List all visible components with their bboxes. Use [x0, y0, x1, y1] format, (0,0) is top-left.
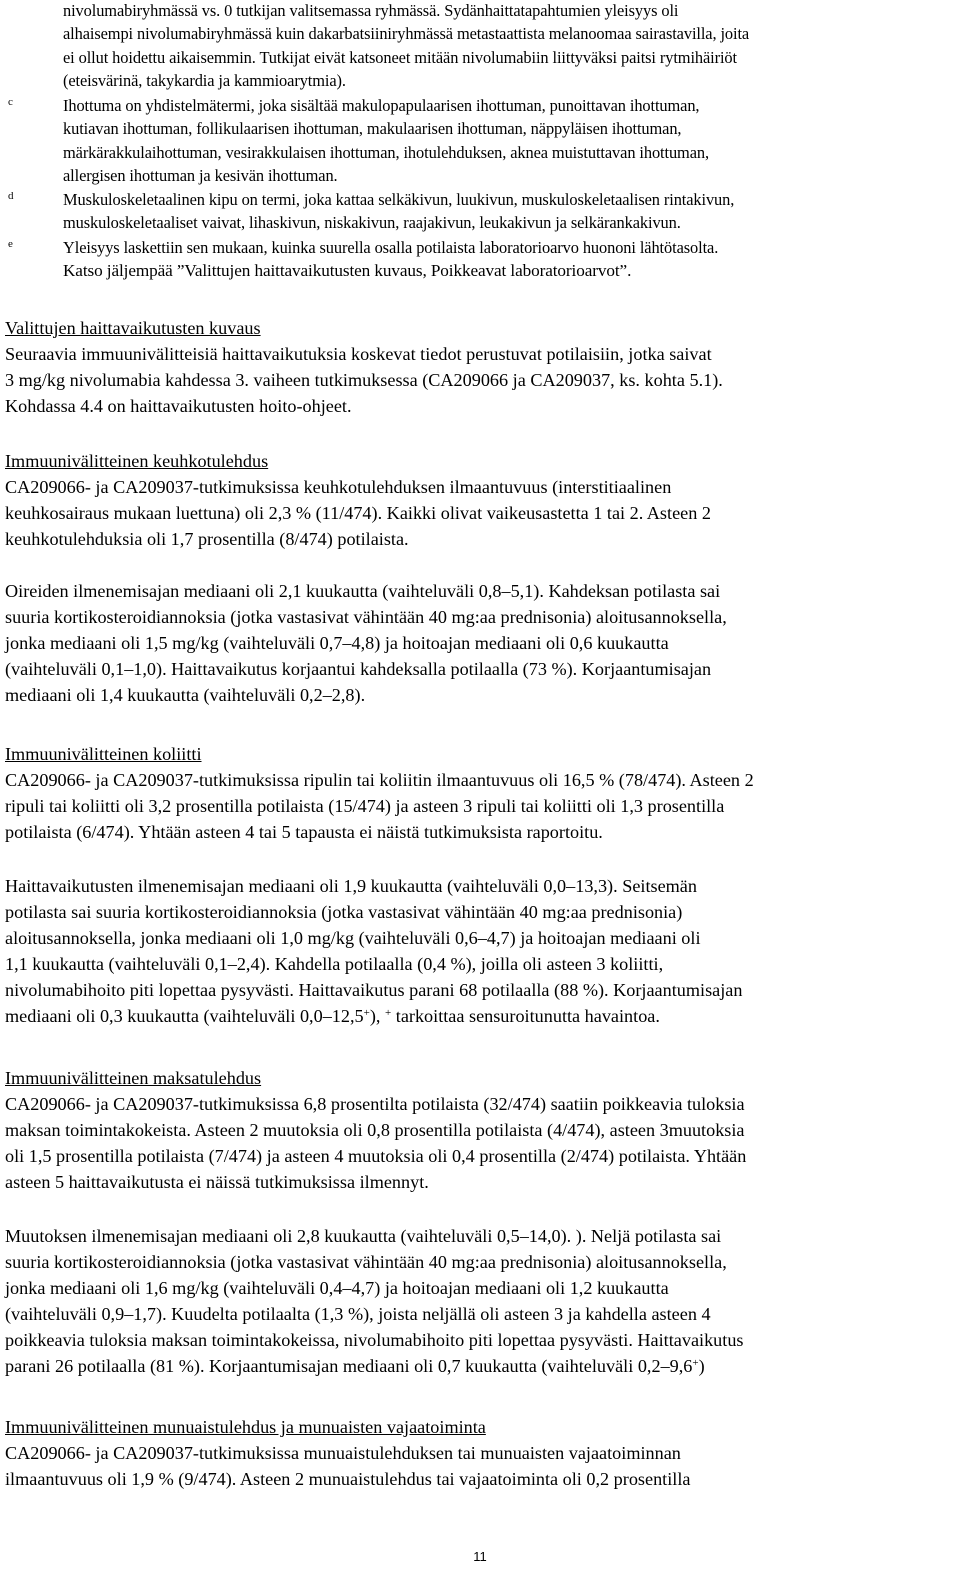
text-line: suuria kortikosteroidiannoksia (jotka vastasivat vähintään 40 mg:aa prednisonia) aloitusannoksella,	[5, 1252, 727, 1272]
text-line: alhaisempi nivolumabiryhmässä kuin dakarbatsiiniryhmässä metastaattista melanoomaa sairastavilla, joita	[63, 24, 750, 44]
text-line: Oireiden ilmenemisajan mediaani oli 2,1 kuukautta (vaihteluväli 0,8–5,1). Kahdeksan potilasta sai	[5, 581, 721, 601]
text-line: Yleisyys laskettiin sen mukaan, kuinka suurella osalla potilaista laboratorioarvo huononi lähtötasolta.	[63, 238, 719, 257]
text-line: suuria kortikosteroidiannoksia (jotka vastasivat vähintään 40 mg:aa prednisonia) aloitusannoksella,	[5, 607, 727, 627]
censored-marker: +	[692, 1357, 699, 1369]
text-line: nivolumabihoito piti lopettaa pysyvästi. Haittavaikutus parani 68 potilaalla (88 %). Korjaantumisajan	[5, 980, 743, 1000]
footnote-d	[63, 188, 953, 235]
text-line: kutiavan ihottuman, follikulaarisen ihottuman, makulaarisen ihottuman, näppyläisen ihottuman,	[63, 119, 682, 139]
text-line: 1,1 kuukautta (vaihteluväli 0,1–2,4). Kahdella potilaalla (0,4 %), joilla oli asteen 3 koliitti,	[5, 954, 664, 974]
cross-reference-note: Katso jäljempää ”Valittujen haittavaikutusten kuvaus, Poikkeavat laboratorioarvot”.	[63, 261, 632, 281]
text-line: potilasta sai suuria kortikosteroidiannoksia (jotka vastasivat vähintään 40 mg:aa prednisonia)	[5, 902, 683, 922]
text-fragment: parani 26 potilaalla (81 %). Korjaantumisajan mediaani oli 0,7 kuukautta (vaihteluväli 0,2–9,6	[5, 1356, 693, 1376]
text-line: nivolumabiryhmässä vs. 0 tutkijan valitsemassa ryhmässä. Sydänhaittatapahtumien yleisyys oli	[63, 1, 679, 20]
censored-marker: +	[385, 1007, 392, 1019]
section-nephritis	[5, 1414, 955, 1492]
page-number: 11	[473, 1549, 487, 1564]
section-heading: Immuunivälitteinen keuhkotulehdus	[5, 451, 269, 471]
text-line: (vaihteluväli 0,1–1,0). Haittavaikutus korjaantui kahdeksalla potilaalla (73 %). Korjaantumisajan	[5, 659, 712, 679]
text-line: poikkeavia tuloksia maksan toimintakokeissa, nivolumabihoito piti lopettaa pysyvästi. Haittavaikutus	[5, 1330, 744, 1350]
text-line: CA209066- ja CA209037-tutkimuksissa ripulin tai koliitin ilmaantuvuus oli 16,5 % (78/474). Asteen 2	[5, 770, 754, 790]
text-line: aloitusannoksella, jonka mediaani oli 1,0 mg/kg (vaihteluväli 0,6–4,7) ja hoitoajan mediaani oli	[5, 928, 701, 948]
text-line: märkärakkulaihottuman, vesirakkulaisen ihottuman, ihotulehduksen, aknea muistuttavan ihottuman,	[63, 142, 709, 162]
footnote-marker-c: c	[8, 96, 13, 108]
text-line: CA209066- ja CA209037-tutkimuksissa keuhkotulehduksen ilmaantuvuus (interstitiaalinen	[5, 477, 672, 497]
text-line: ripuli tai koliitti oli 3,2 prosentilla potilaista (15/474) ja asteen 3 ripuli tai koliitti oli 1,3 prosentilla	[5, 796, 725, 816]
text-line: (vaihteluväli 0,9–1,7). Kuudelta potilaalta (1,3 %), joista neljällä oli asteen 3 ja kahdella asteen 4	[5, 1304, 711, 1324]
paragraph-hepatitis-onset	[5, 1223, 955, 1379]
section-hepatitis	[5, 1065, 955, 1195]
footnote-continuation	[63, 0, 953, 93]
censored-marker: +	[363, 1007, 370, 1019]
text-line: jonka mediaani oli 1,5 mg/kg (vaihteluväli 0,7–4,8) ja hoitoajan mediaani oli 0,6 kuukautta	[5, 633, 669, 653]
text-line: 3 mg/kg nivolumabia kahdessa 3. vaiheen tutkimuksessa (CA209066 ja CA209037, ks. kohta 5.1).	[5, 370, 723, 390]
text-line: potilaista (6/474). Yhtään asteen 4 tai 5 tapausta ei näistä tutkimuksista raportoitu.	[5, 822, 603, 842]
footnote-e	[63, 236, 953, 283]
text-line: Haittavaikutusten ilmenemisajan mediaani oli 1,9 kuukautta (vaihteluväli 0,0–13,3). Seitsemän	[5, 876, 697, 896]
section-heading: Immuunivälitteinen koliitti	[5, 744, 202, 764]
text-line: maksan toimintakokeista. Asteen 2 muutoksia oli 0,8 prosentilla potilaista (4/474), asteen 3muutoksia	[5, 1120, 745, 1140]
section-colitis	[5, 741, 955, 845]
text-line: ei ollut hoidettu aikaisemmin. Tutkijat eivät katsoneet mitään nivolumabiin liittyväksi paitsi rytmihäiriöt	[63, 47, 737, 67]
text-fragment: ),	[369, 1006, 385, 1026]
section-heading: Immuunivälitteinen munuaistulehdus ja munuaisten vajaatoiminta	[5, 1417, 486, 1437]
text-line: Seuraavia immuunivälitteisiä haittavaikutuksia koskevat tiedot perustuvat potilaisiin, jotka saivat	[5, 344, 712, 364]
section-heading: Immuunivälitteinen maksatulehdus	[5, 1068, 262, 1088]
footnote-marker-e: e	[8, 238, 13, 250]
text-line: CA209066- ja CA209037-tutkimuksissa 6,8 prosentilta potilaista (32/474) saatiin poikkeavia tuloksia	[5, 1094, 745, 1114]
section-pneumonitis	[5, 448, 955, 552]
text-line: Kohdassa 4.4 on haittavaikutusten hoito-ohjeet.	[5, 396, 352, 416]
paragraph-pneumonitis-onset	[5, 578, 955, 708]
paragraph-colitis-onset	[5, 873, 955, 1029]
footnote-c	[63, 94, 953, 188]
text-line: oli 1,5 prosentilla potilaista (7/474) ja asteen 4 muutoksia oli 0,4 prosentilla (2/474) potilaista. Yhtään	[5, 1146, 747, 1166]
text-line: allergisen ihottuman ja kesivän ihottuman.	[63, 166, 338, 186]
text-line	[5, 1353, 955, 1379]
text-line: Muutoksen ilmenemisajan mediaani oli 2,8 kuukautta (vaihteluväli 0,5–14,0). ). Neljä potilasta sai	[5, 1226, 722, 1246]
text-line: CA209066- ja CA209037-tutkimuksissa munuaistulehduksen tai munuaisten vajaatoiminnan	[5, 1443, 681, 1463]
text-line	[5, 1003, 955, 1029]
text-fragment: mediaani oli 0,3 kuukautta (vaihteluväli 0,0–12,5	[5, 1006, 364, 1026]
text-line: mediaani oli 1,4 kuukautta (vaihteluväli 0,2–2,8).	[5, 685, 366, 705]
text-line: ilmaantuvuus oli 1,9 % (9/474). Asteen 2 munuaistulehdus tai vajaatoiminta oli 0,2 prosentilla	[5, 1469, 691, 1489]
text-line: keuhkotulehduksia oli 1,7 prosentilla (8/474) potilaista.	[5, 529, 409, 549]
section-selected-adverse-reactions	[5, 315, 955, 419]
text-line: (eteisvärinä, takykardia ja kammioarytmia).	[63, 71, 346, 91]
text-line: jonka mediaani oli 1,6 mg/kg (vaihteluväli 0,4–4,7) ja hoitoajan mediaani oli 1,2 kuukautta	[5, 1278, 669, 1298]
footnote-marker-d: d	[8, 190, 14, 202]
section-heading: Valittujen haittavaikutusten kuvaus	[5, 318, 261, 338]
text-line: Muskuloskeletaalinen kipu on termi, joka kattaa selkäkivun, luukivun, muskuloskeletaalisen rintakivun,	[63, 190, 735, 209]
text-line: muskuloskeletaaliset vaivat, lihaskivun, niskakivun, raajakivun, leukakivun ja selkärankakivun.	[63, 213, 681, 233]
text-fragment: )	[698, 1356, 705, 1376]
text-fragment: tarkoittaa sensuroitunutta havaintoa.	[391, 1006, 660, 1026]
text-line: keuhkosairaus mukaan luettuna) oli 2,3 % (11/474). Kaikki olivat vaikeusastetta 1 tai 2. Asteen 2	[5, 503, 711, 523]
text-line: asteen 5 haittavaikutusta ei näissä tutkimuksissa ilmennyt.	[5, 1172, 429, 1192]
text-line: Ihottuma on yhdistelmätermi, joka sisältää makulopapulaarisen ihottuman, punoittavan ihottuman,	[63, 96, 700, 115]
